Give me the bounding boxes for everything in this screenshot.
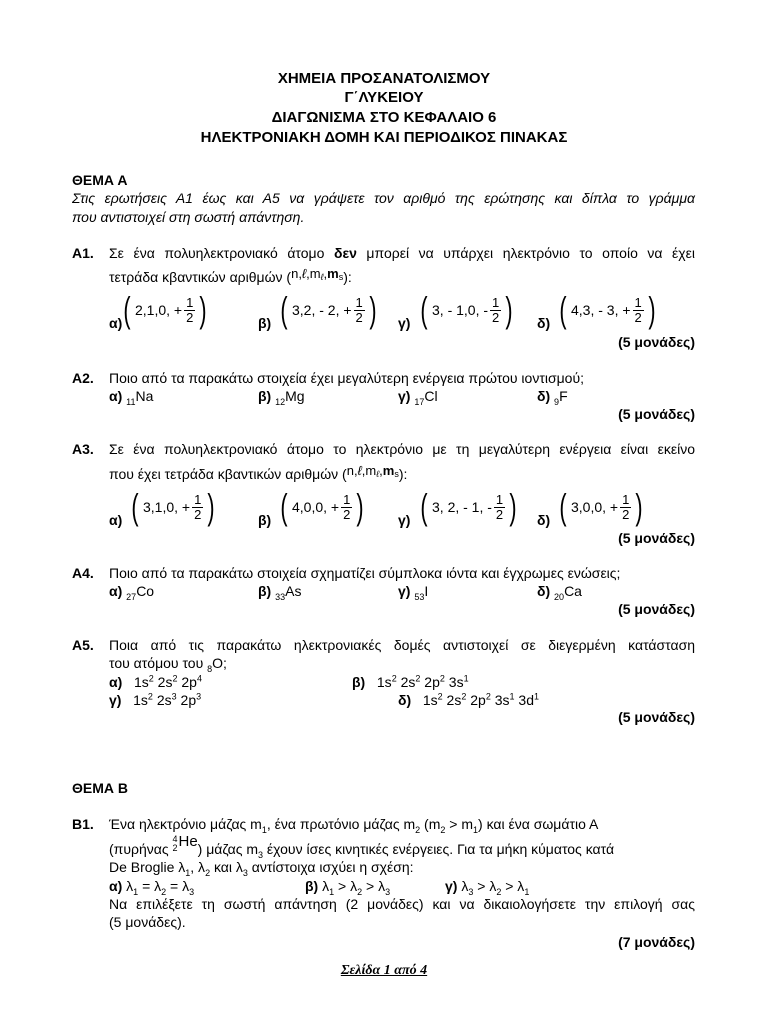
points-a5: (5 μονάδες) <box>618 709 695 725</box>
quantum-tuple: ( 4,3, - 3, + $\frac{1}{2}$ ) <box>559 289 656 330</box>
option-a2-1: β) $_{12}$Mg <box>258 388 305 407</box>
page-number: Σελίδα 1 από 4 <box>340 963 428 978</box>
question-number-a2: Α2. <box>72 370 94 386</box>
header-grade: Γ΄ΛΥΚΕΙΟΥ <box>344 89 424 106</box>
option-b1-c: γ) $\lambda_3 > \lambda_2 > \lambda_1$ <box>445 878 530 897</box>
question-b1-line5: Να επιλέξετε τη σωστή απάντηση (2 μονάδες) και να δικαιολογήσετε την επιλογή σας <box>109 896 695 912</box>
question-a1-line1: Σε ένα πολυηλεκτρονιακό άτομο δεν μπορεί να υπάρχει ηλεκτρόνιο το οποίο να έχει <box>109 245 695 261</box>
points-b1: (7 μονάδες) <box>618 934 695 950</box>
theme-a-instructions-2: που αντιστοιχεί στη σωστή απάντηση. <box>72 209 305 225</box>
option-a2-3: δ) $_9$F <box>537 388 568 407</box>
option-a5-0: α) $1s^2$ $2s^2$ $2p^4$ <box>109 673 202 690</box>
option-a4-0: α) $_{27}$Co <box>109 583 155 602</box>
question-a3-line2: που έχει τετράδα κβαντικών αριθμών (n,ℓ,mℓ,ms): <box>109 463 408 482</box>
theme-a-instructions-1: Στις ερωτήσεις Α1 έως και Α5 να γράψετε τον αριθμό της ερώτησης και δίπλα το γράμμα <box>72 190 695 206</box>
option-a5-2: γ) $1s^2$ $2s^3$ $2p^3$ <box>109 691 202 708</box>
question-a3-line1: Σε ένα πολυηλεκτρονιακό άτομο το ηλεκτρόνιο με τη μεγαλύτερη ενέργεια είναι εκείνο <box>109 441 695 457</box>
option-a2-2: γ) $_{17}$Cl <box>398 388 438 407</box>
question-number-a1: Α1. <box>72 245 94 261</box>
quantum-tuple: ( 3,1,0, + $\frac{1}{2}$ ) <box>131 486 215 527</box>
question-number-b1: Β1. <box>72 816 94 832</box>
question-a5-line2: του ατόμου του $_8$O; <box>109 655 227 674</box>
points-a3: (5 μονάδες) <box>618 530 695 546</box>
question-number-a3: Α3. <box>72 441 94 457</box>
quantum-tuple: ( 2,1,0, + $\frac{1}{2}$ ) <box>123 289 207 330</box>
option-b1-b: β) $\lambda_1 > \lambda_2 > \lambda_3$ <box>305 878 391 897</box>
header-chapter: ΗΛΕΚΤΡΟΝΙΑΚΗ ΔΟΜΗ ΚΑΙ ΠΕΡΙΟΔΙΚΟΣ ΠΙΝΑΚΑΣ <box>200 129 568 146</box>
question-b1-line1: Ένα ηλεκτρόνιο μάζας $m_1$, ένα πρωτόνιο μάζας $m_2$ $(m_2 > m_1)$ και ένα σωμάτιο Α <box>109 816 599 835</box>
points-a2: (5 μονάδες) <box>618 406 695 422</box>
quantum-tuple: ( 3,2, - 2, + $\frac{1}{2}$ ) <box>280 289 377 330</box>
question-a5-line1: Ποια από τις παρακάτω ηλεκτρονιακές δομές αντιστοιχεί σε διεγερμένη κατάσταση <box>109 637 695 653</box>
quantum-tuple: ( 3, 2, - 1, - $\frac{1}{2}$ ) <box>420 486 517 527</box>
theme-a-title: ΘΕΜΑ Α <box>72 172 128 188</box>
quantum-numbers-symbol: n,ℓ,mℓ,ms <box>291 266 344 282</box>
quantum-tuple: ( 3,0,0, + $\frac{1}{2}$ ) <box>559 486 643 527</box>
header-title: ΧΗΜΕΙΑ ΠΡΟΣΑΝΑΤΟΛΙΣΜΟΥ <box>277 70 491 87</box>
question-b1-line2: (πυρήνας 4 2 He) μάζας $m_3$ έχουν ίσες κινητικές ενέργειες. Για τα μήκη κύματος κατά <box>109 833 615 860</box>
header-exam: ΔΙΑΓΩΝΙΣΜΑ ΣΤΟ ΚΕΦΑΛΑΙΟ 6 <box>271 109 497 126</box>
option-a4-2: γ) $_{53}$I <box>398 583 429 602</box>
option-a4-3: δ) $_{20}$Ca <box>537 583 582 602</box>
question-number-a5: Α5. <box>72 637 94 653</box>
question-a2-text: Ποιο από τα παρακάτω στοιχεία έχει μεγαλύτερη ενέργεια πρώτου ιοντισμού; <box>109 370 585 386</box>
question-a1-line2: τετράδα κβαντικών αριθμών (n,ℓ,mℓ,ms): <box>109 266 352 285</box>
points-a4: (5 μονάδες) <box>618 601 695 617</box>
theme-b-title: ΘΕΜΑ Β <box>72 780 128 796</box>
helium-nuclide: 4 2 <box>172 834 178 854</box>
points-a1: (5 μονάδες) <box>618 334 695 350</box>
question-b1-line6: (5 μονάδες). <box>109 914 186 930</box>
quantum-tuple: ( 3, - 1,0, - $\frac{1}{2}$ ) <box>420 289 513 330</box>
option-b1-a: α) $\lambda_1 = \lambda_2 = \lambda_3$ <box>109 878 195 897</box>
question-a4-text: Ποιο από τα παρακάτω στοιχεία σχηματίζει σύμπλοκα ιόντα και έγχρωμες ενώσεις; <box>109 565 621 581</box>
option-a5-3: δ) $1s^2$ $2s^2$ $2p^2$ $3s^1$ $3d^1$ <box>398 691 540 708</box>
option-a5-1: β) $1s^2$ $2s^2$ $2p^2$ $3s^1$ <box>352 673 469 690</box>
exam-page: ΧΗΜΕΙΑ ΠΡΟΣΑΝΑΤΟΛΙΣΜΟΥ Γ΄ΛΥΚΕΙΟΥ ΔΙΑΓΩΝΙΣΜΑ ΣΤΟ ΚΕΦΑΛΑΙΟ 6 ΗΛΕΚΤΡΟΝΙΑΚΗ ΔΟΜΗ ΚΑΙ ΠΕΡΙΟΔΙΚΟΣ ΠΙΝΑΚΑΣ ΘΕΜΑ Α Στις ερωτήσεις Α1 έως και Α5 να γράψετε τον αριθμό της ερώτησης και δίπλα το γράμμα που αντιστοιχεί στη σωστή απάντηση. Α1. Σε ένα πολυηλεκτρονιακό άτομο δεν μπορεί να υπάρχει ηλεκτρόνιο το οποίο να έχει τετράδα κβαντικών αριθμών (n,ℓ,mℓ,ms): α) ( 2,1,0, + $\frac{1}{2}$ ) β) ( 3,2, - 2, + $\frac{1}{2}$ ) γ) ( 3, - 1,0, - $\frac{1}{2}$ ) δ) ( 4,3, - 3, + $\frac{1}{2}$ ) (5 μονάδες) Α2. Ποιο από τα παρακάτω στοιχεία έχει μεγαλύτερη ενέργεια πρώτου ιοντισμού; α) $_{11}$Na β) $_{12}$Mg γ) $_{17}$Cl δ) $_9$F (5 μονάδες) Α3. Σε ένα πολυηλεκτρονιακό άτομο το ηλεκτρόνιο με τη μεγαλύτερη ενέργεια είναι εκείνο που έχει τετράδα κβαντικών αριθμών (n,ℓ,mℓ,ms): α) ( 3,1,0, + $\frac{1}{2}$ ) β) ( 4,0,0, + $\frac{1}{2}$ ) γ) ( 3, 2, - 1, - $\frac{1}{2}$ ) δ) ( 3,0,0, + $\frac{1}{2}$ ) (5 μονάδες) Α4. Ποιο από τα παρακάτω στοιχεία σχηματίζει σύμπλοκα ιόντα και έγχρωμες ενώσεις; α) $_{27}$Co β) $_{33}$As γ) $_{53}$I δ) $_{20}$Ca (5 μονάδες) Α5. Ποια από τις παρακάτω ηλεκτρονιακές δομές αντιστοιχεί σε διεγερμένη κατάσταση του ατόμου του $_8$O; α) $1s^2$ $2s^2$ $2p^4$ β) $1s^2$ $2s^2$ $2p^2$ $3s^1$ γ) $1s^2$ $2s^3$ $2p^3$ δ) $1s^2$ $2s^2$ $2p^2$ $3s^1$ $3d^1$ (5 μονάδες) ΘΕΜΑ Β Β1. Ένα ηλεκτρόνιο μάζας $m_1$, ένα πρωτόνιο μάζας $m_2$ $(m_2 > m_1)$ και ένα σωμάτιο Α (πυρήνας 4 2 He) μάζας $m_3$ έχουν ίσες κινητικές ενέργειες. Για τα μήκη κύματος κατά De Broglie $\lambda_1$, $\lambda_2$ και $\lambda_3$ αντίστοιχα ισχύει η σχέση: α) $\lambda_1 = \lambda_2 = \lambda_3$ β) $\lambda_1 > \lambda_2 > \lambda_3$ γ) $\lambda_3 > \lambda_2 > \lambda_1$ Να επιλέξετε τη σωστή απάντηση (2 μονάδες) και να δικαιολογήσετε την επιλογή σας (5 μονάδες). (7 μονάδες) Σελίδα 1 από 4 <box>0 0 768 1024</box>
quantum-tuple: ( 4,0,0, + $\frac{1}{2}$ ) <box>280 486 364 527</box>
question-b1-line3: De Broglie $\lambda_1$, $\lambda_2$ και $\lambda_3$ αντίστοιχα ισχύει η σχέση: <box>109 859 414 878</box>
option-a2-0: α) $_{11}$Na <box>109 388 154 407</box>
question-number-a4: Α4. <box>72 565 94 581</box>
option-a4-1: β) $_{33}$As <box>258 583 302 602</box>
